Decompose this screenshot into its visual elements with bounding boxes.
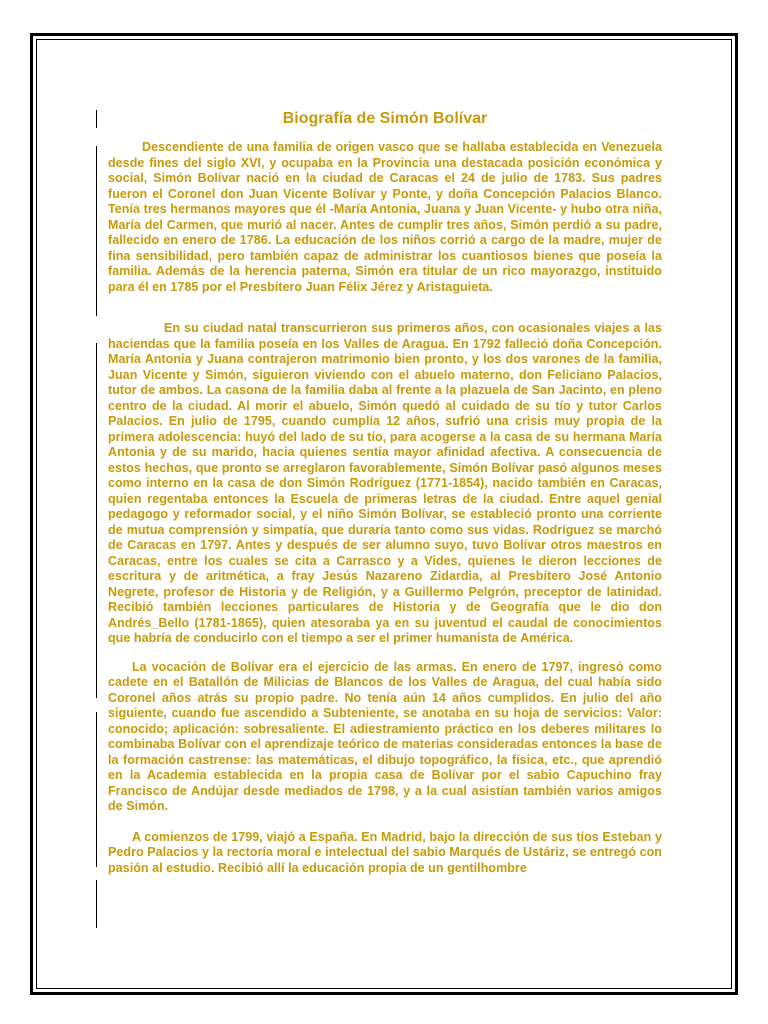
- document-body: [108, 108, 662, 876]
- paragraph-4: A comienzos de 1799, viajó a España. En Madrid, bajo la dirección de sus tíos Esteban y Pedro Palacios y la rectoría moral e intelectual del sabio Marqués de Ustáriz, se entregó con pasión al estudio. Recibió allí la educación propia de un gentilhombre: [108, 829, 662, 875]
- margin-marker-paragraph-4: [96, 880, 97, 928]
- paragraph-2: En su ciudad natal transcurrieron sus primeros años, con ocasionales viajes a las haciendas que la familia poseía en los Valles de Aragua. En 1792 falleció doña Concepción. María Antonia y Juana contrajeron matrimonio bien pronto, y los dos varones de la familia, Juan Vicente y Simón, siguieron viviendo con el abuelo materno, don Feliciano Palacios, tutor de ambos. La casona de la familia daba al frente a la plazuela de San Jacinto, en pleno centro de la ciudad. Al morir el abuelo, Simón quedó al cuidado de su tío y tutor Carlos Palacios. En julio de 1795, cuando cumplía 12 años, sufrió una crisis muy propia de la primera adolescencia: huyó del lado de su tío, para acogerse a la casa de su hermana María Antonia y de su marido, hacia quienes sentía mayor afinidad afectiva. A consecuencia de estos hechos, que pronto se arreglaron favorablemente, Simón Bolívar pasó algunos meses como interno en la casa de don Simón Rodríguez (1771-1854), nacido también en Caracas, quien regentaba entonces la Escuela de primeras letras de la ciudad. Entre aquel genial pedagogo y reformador social, y el niño Simón Bolívar, se estableció pronto una corriente de mutua comprensión y simpatía, que duraría tanto como sus vidas. Rodríguez se marchó de Caracas en 1797. Antes y después de ser alumno suyo, tuvo Bolívar otros maestros en Caracas, entre los cuales se cita a Carrasco y a Vides, quienes le dieron lecciones de escritura y de aritmética, a fray Jesús Nazareno Zidardia, al Presbítero José Antonio Negrete, profesor de Historia y de Religión, y a Guillermo Pelgrón, preceptor de latinidad. Recibió también lecciones particulares de Historia y de Geografía que le dio don Andrés_Bello (1781-1865), quien atesoraba ya en su juventud el caudal de conocimientos que habría de conducirlo con el tiempo a ser el primer humanista de América.: [108, 321, 662, 645]
- margin-marker-paragraph-3: [96, 712, 97, 867]
- paragraph-3: La vocación de Bolívar era el ejercicio de las armas. En enero de 1797, ingresó como cadete en el Batallón de Milicias de Blancos de los Valles de Aragua, del cual había sido Coronel años atrás su propio padre. No tenía aún 14 años cumplidos. En julio del año siguiente, cuando fue ascendido a Subteniente, se anotaba en su hoja de servicios: Valor: conocido; aplicación: sobresaliente. El adiestramiento práctico en los deberes militares lo combinaba Bolívar con el aprendizaje teórico de materias consideradas entonces la base de la formación castrense: las matemáticas, el dibujo topográfico, la física, etc., que aprendió en la Academia establecida en la propia casa de Bolívar por el sabio Capuchino fray Francisco de Andújar desde mediados de 1798, y a la cual asistían también varios amigos de Simón.: [108, 659, 662, 813]
- margin-marker-title: [96, 110, 97, 128]
- paragraph-1: Descendiente de una familia de origen vasco que se hallaba establecida en Venezuela desde fines del siglo XVI, y ocupaba en la Provincia una destacada posición económica y social, Simón Bolívar nació en la ciudad de Caracas el 24 de julio de 1783. Sus padres fueron el Coronel don Juan Vicente Bolívar y Ponte, y doña Concepción Palacios Blanco. Tenía tres hermanos mayores que él -María Antonia, Juana y Juan Vicente- y hubo otra niña, María del Carmen, que murió al nacer. Antes de cumplir tres años, Simón perdió a su padre, fallecido en enero de 1786. La educación de los niños corrió a cargo de la madre, mujer de fina sensibilidad, pero también capaz de administrar los cuantiosos bienes que poseía la familia. Además de la herencia paterna, Simón era titular de un rico mayorazgo, instituido para él en 1785 por el Presbítero Juan Félix Jérez y Aristaguieta.: [108, 140, 662, 294]
- document-title: Biografía de Simón Bolívar: [282, 110, 488, 127]
- margin-marker-paragraph-1: [96, 146, 97, 316]
- margin-marker-paragraph-2: [96, 343, 97, 698]
